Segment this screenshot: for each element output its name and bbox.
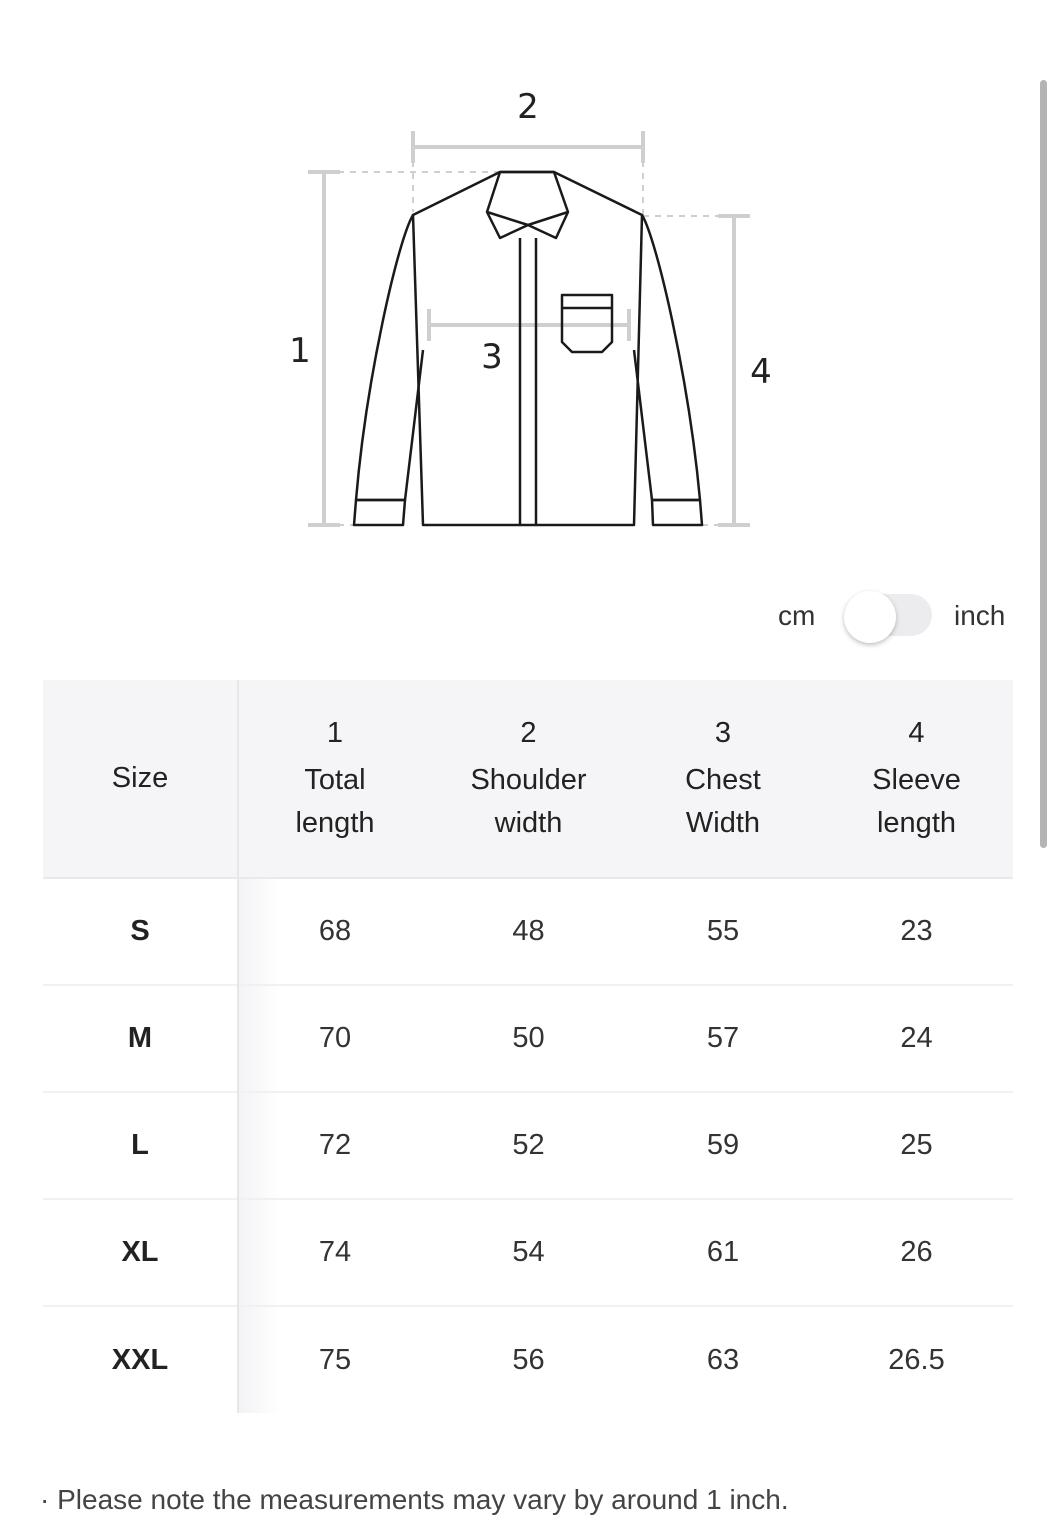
vertical-scrollbar[interactable] xyxy=(1040,80,1047,848)
switch-knob[interactable] xyxy=(844,591,896,643)
table-row xyxy=(43,1306,1013,1413)
column-number: 4 xyxy=(908,717,925,749)
column-name-line2: length xyxy=(876,807,956,839)
value-cell: 68 xyxy=(238,878,431,985)
table-row xyxy=(43,1092,1013,1199)
column-name-line1: Sleeve xyxy=(872,764,961,796)
column-number: 3 xyxy=(714,717,732,749)
table-row xyxy=(43,878,1013,985)
value-cell: 55 xyxy=(706,915,740,947)
value-cell: 75 xyxy=(238,1306,431,1413)
value-cell: 26.5 xyxy=(820,1306,1013,1413)
value-cell: 24 xyxy=(820,985,1013,1092)
size-column-header: Size xyxy=(43,680,238,878)
column-header-shoulder-width xyxy=(431,680,626,878)
value-cell: 57 xyxy=(626,985,820,1092)
value-cell: 63 xyxy=(626,1306,820,1413)
value-cell: 52 xyxy=(431,1092,626,1199)
unit-switch[interactable] xyxy=(844,594,932,636)
value-cell: 70 xyxy=(238,985,431,1092)
column-header-total-length xyxy=(238,680,431,878)
value-cell: 48 xyxy=(512,915,545,947)
table-row xyxy=(43,1199,1013,1306)
value-cell: 54 xyxy=(431,1199,626,1306)
column-number: 2 xyxy=(520,717,537,749)
label-shoulder-width: 2 xyxy=(517,87,539,127)
shirt-outline-icon xyxy=(280,80,780,550)
unit-cm-label[interactable]: cm xyxy=(778,600,816,631)
column-name-line2: Width xyxy=(685,807,761,839)
table-header-row xyxy=(43,680,1013,878)
value-cell: 74 xyxy=(238,1199,431,1306)
column-name-line1: Shoulder xyxy=(470,764,587,796)
size-cell: L xyxy=(43,1092,238,1199)
value-cell: 23 xyxy=(900,915,933,947)
value-cell: 61 xyxy=(626,1199,820,1306)
value-cell: 25 xyxy=(820,1092,1013,1199)
column-name-line2: length xyxy=(295,807,375,839)
unit-inch-label[interactable]: inch xyxy=(954,600,1006,631)
label-total-length: 1 xyxy=(289,331,311,371)
column-number: 1 xyxy=(326,717,344,749)
size-cell: M xyxy=(43,985,238,1092)
column-name-line2: width xyxy=(494,807,563,839)
size-cell: XXL xyxy=(43,1306,238,1413)
measurement-note: · Please note the measurements may vary by around 1 inch. xyxy=(40,1484,789,1515)
column-name-line1: Total xyxy=(304,764,366,796)
label-sleeve-length: 4 xyxy=(750,352,772,392)
label-chest-width: 3 xyxy=(481,337,503,377)
unit-toggle xyxy=(760,586,1030,646)
size-cell: XL xyxy=(43,1199,238,1306)
value-cell: 59 xyxy=(626,1092,820,1199)
value-cell: 56 xyxy=(431,1306,626,1413)
column-header-chest-width xyxy=(626,680,820,878)
size-cell: S xyxy=(43,878,238,985)
value-cell: 26 xyxy=(820,1199,1013,1306)
table-row xyxy=(43,985,1013,1092)
value-cell: 50 xyxy=(431,985,626,1092)
column-name-line1: Chest xyxy=(685,764,761,796)
size-chart-table xyxy=(43,680,1013,1413)
value-cell: 72 xyxy=(238,1092,431,1199)
column-header-sleeve-length xyxy=(820,680,1013,878)
shirt-measurement-diagram xyxy=(280,80,780,550)
